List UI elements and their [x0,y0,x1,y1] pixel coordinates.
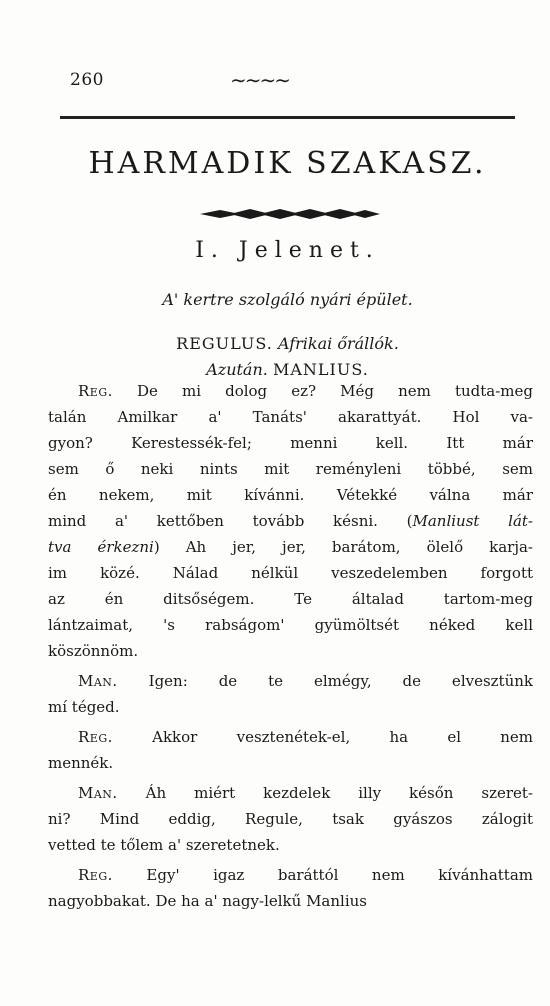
cast-note-guards: Afrikai őrállók. [277,334,399,353]
text-line [48,378,533,404]
speaker-name: Reg. [78,382,113,400]
line-text: mennék. [48,754,114,772]
running-header [70,70,490,100]
line-text: ) Ah jer, jer, barátom, ölelő karja- [153,538,533,556]
dialogue-body [48,378,533,914]
line-text: Egy' igaz baráttól nem kívánhattam [112,866,533,884]
line-text: gyon? Kerestessék-fel; menni kell. Itt már [48,434,533,452]
text-line [48,832,533,858]
speech-paragraph [48,862,533,914]
line-text: ni? Mind eddig, Regule, tsak gyászos zálogit [48,810,533,828]
line-text: talán Amilkar a' Tanáts' akarattyát. Hol va- [48,408,533,426]
text-line [48,862,533,888]
speech-paragraph [48,378,533,664]
scene-setting: A' kertre szolgáló nyári épület. [162,290,413,309]
text-line [48,668,533,694]
line-text: mind a' kettőben tovább késni. ( [48,512,413,530]
text-line [48,456,533,482]
header-ornament: ∼∼∼∼ [230,68,290,92]
cast-note-after: Azután. [206,360,268,379]
text-line [48,508,533,534]
line-text: mí téged. [48,698,120,716]
stage-direction: tva érkezni [48,538,154,556]
text-line [48,560,533,586]
text-line [48,612,533,638]
line-text: sem ő neki nints mit reményleni többé, sem [48,460,533,478]
line-text: Áh miért kezdelek illy későn szeret- [117,784,533,802]
speech-paragraph [48,780,533,858]
line-text: Akkor vesztenétek-el, ha el nem [112,728,533,746]
line-text: az én ditsőségem. Te általad tartom-meg [48,590,533,608]
text-line [48,404,533,430]
text-line [48,430,533,456]
text-line [48,806,533,832]
speaker-name: Man. [78,672,118,690]
speaker-name: Reg. [78,866,113,884]
line-text: De mi dolog ez? Még nem tudta-meg [112,382,533,400]
speech-paragraph [48,668,533,720]
scene-title: I. Jelenet. [195,238,380,263]
line-text: Igen: de te elmégy, de elvesztünk [117,672,533,690]
cast-line-2 [60,360,515,379]
text-line [48,482,533,508]
chapter-title: HARMADIK SZAKASZ. [88,146,487,181]
speech-paragraph [48,724,533,776]
line-text: köszönnöm. [48,642,139,660]
speaker-name: Man. [78,784,118,802]
text-line [48,888,533,914]
text-line [48,780,533,806]
cast-line-1 [60,334,515,353]
cast-name-manlius: MANLIUS. [272,360,369,379]
text-line [48,586,533,612]
cast-name-regulus: REGULUS. [176,334,273,353]
text-line [48,694,533,720]
line-text: vetted te tőlem a' szeretetnek. [48,836,280,854]
page-number: 260 [70,70,104,90]
title-ornament [200,208,380,220]
speaker-name: Reg. [78,728,113,746]
line-text: nagyobbakat. De ha a' nagy-lelkű Manlius [48,892,367,910]
text-line [48,638,533,664]
text-line [48,750,533,776]
text-line [48,534,533,560]
line-text: lántzaimat, 's rabságom' gyümöltsét néked kell [48,616,533,634]
stage-direction: Manliust lát- [412,512,533,530]
line-text: én nekem, mit kívánni. Vétekké válna már [48,486,533,504]
header-rule [60,116,515,119]
line-text: im közé. Nálad nélkül veszedelemben forgott [48,564,533,582]
text-line [48,724,533,750]
